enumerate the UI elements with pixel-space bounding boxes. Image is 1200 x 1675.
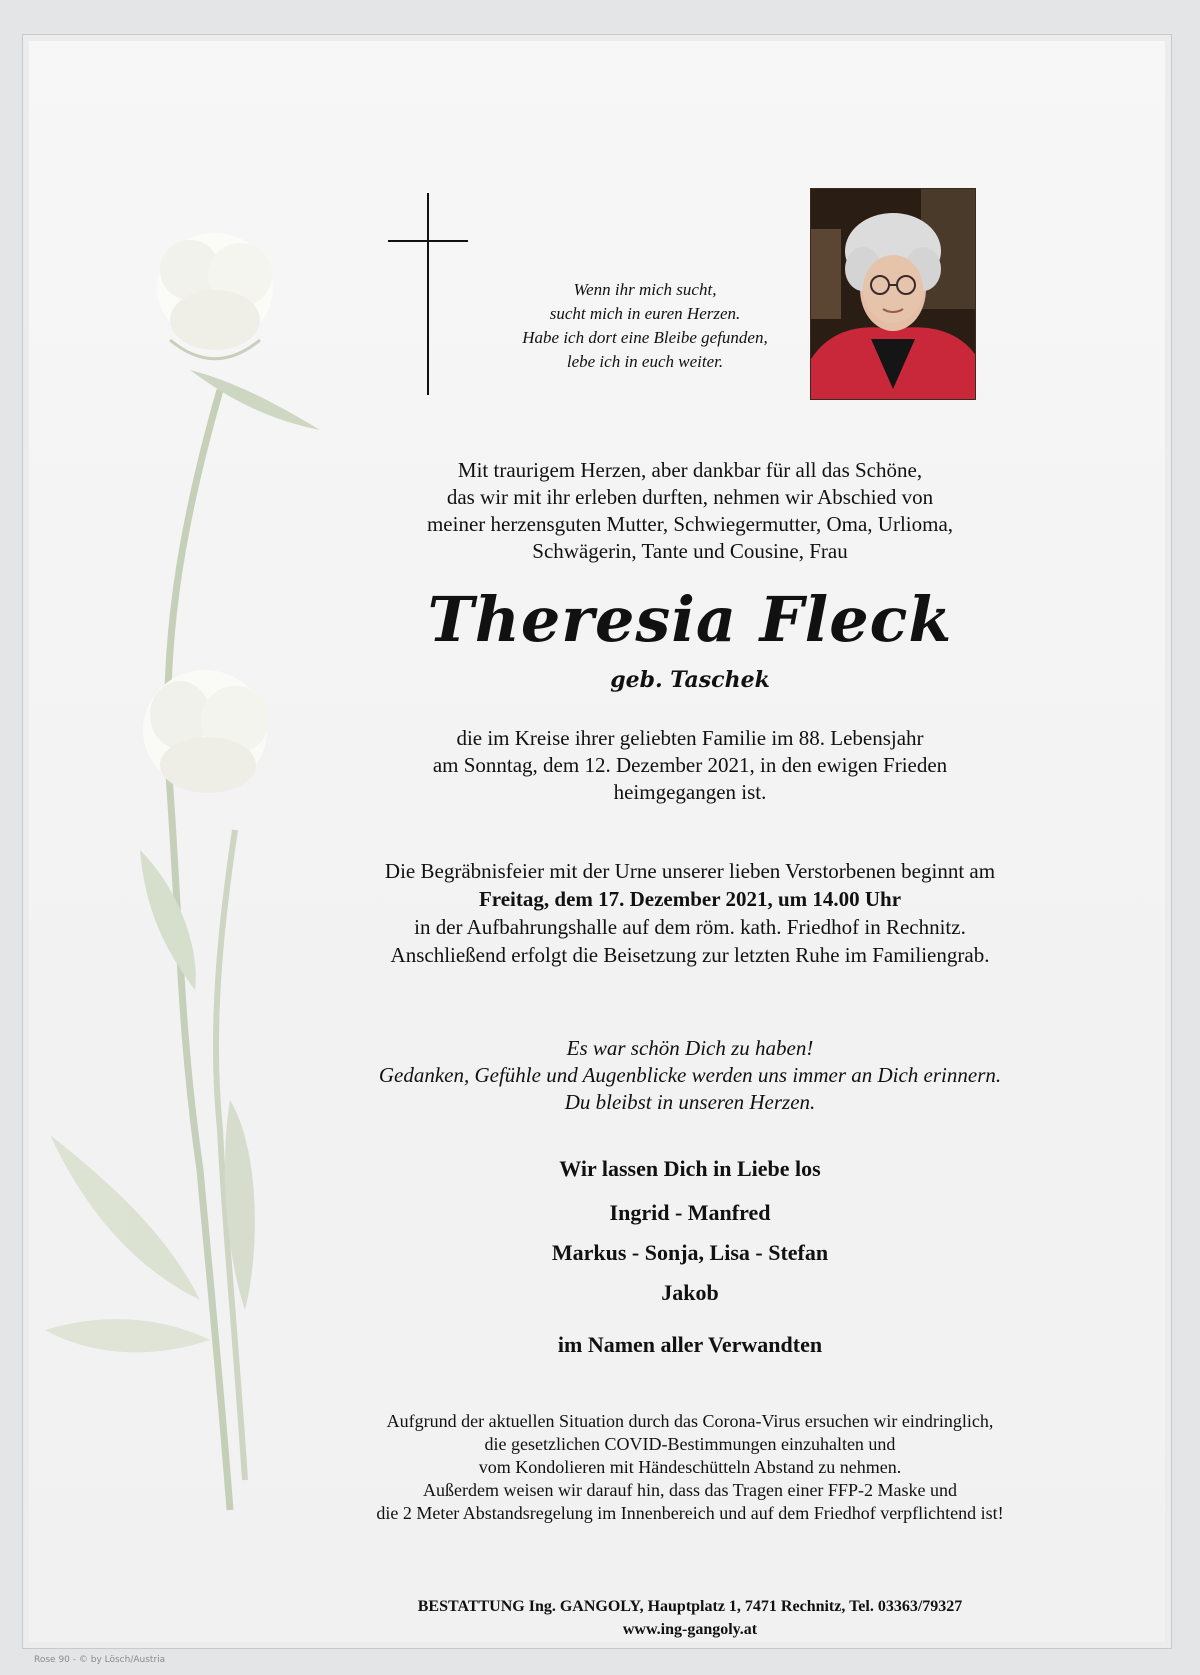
family-list [440, 1145, 940, 1369]
family-member: Jakob [661, 1280, 719, 1305]
poem-line: Gedanken, Gefühle und Augenblicke werden uns immer an Dich erinnern. [378, 1063, 1002, 1087]
funeral-details [300, 857, 1080, 969]
motto-line: Wenn ihr mich sucht, [573, 280, 717, 299]
intro-text [340, 457, 1040, 565]
funeral-home-address: BESTATTUNG Ing. GANGOLY, Hauptplatz 1, 7471 Rechnitz, Tel. 03363/79327 [417, 1598, 963, 1615]
family-member: Ingrid - Manfred [609, 1200, 771, 1225]
closing-poem [290, 1035, 1090, 1116]
family-closing: im Namen aller Verwandten [557, 1332, 823, 1357]
corona-line: die gesetzlichen COVID-Bestimmungen einzuhalten und [484, 1434, 896, 1454]
passing-text [340, 725, 1040, 806]
corona-line: Außerdem weisen wir darauf hin, dass das Tragen einer FFP-2 Maske und [423, 1480, 957, 1500]
funeral-home-website: www.ing-gangoly.at [622, 1621, 758, 1638]
funeral-line: Anschließend erfolgt die Beisetzung zur letzten Ruhe im Familiengrab. [390, 943, 990, 967]
deceased-name: Theresia Fleck [427, 583, 953, 656]
passing-line: heimgegangen ist. [613, 780, 767, 804]
motto-line: Habe ich dort eine Bleibe gefunden, [522, 328, 768, 347]
corona-line: die 2 Meter Abstandsregelung im Innenbereich und auf dem Friedhof verpflichtend ist! [376, 1503, 1004, 1523]
funeral-home-footer [340, 1595, 1040, 1641]
poem-line: Du bleibst in unseren Herzen. [564, 1090, 816, 1114]
intro-line: das wir mit ihr erleben durften, nehmen wir Abschied von [446, 485, 934, 509]
poem-line: Es war schön Dich zu haben! [566, 1036, 814, 1060]
funeral-line: in der Aufbahrungshalle auf dem röm. kath. Friedhof in Rechnitz. [414, 915, 966, 939]
intro-line: Mit traurigem Herzen, aber dankbar für all das Schöne, [457, 458, 923, 482]
memorial-motto [450, 278, 840, 374]
corona-line: Aufgrund der aktuellen Situation durch das Corona-Virus ersuchen wir eindringlich, [386, 1411, 994, 1431]
passing-line: am Sonntag, dem 12. Dezember 2021, in den ewigen Frieden [432, 753, 948, 777]
image-credit: Rose 90 - © by Lösch/Austria [34, 1655, 166, 1665]
funeral-date: Freitag, dem 17. Dezember 2021, um 14.00 Uhr [478, 887, 902, 911]
portrait-illustration [811, 189, 975, 399]
family-heading: Wir lassen Dich in Liebe los [559, 1156, 821, 1181]
corona-notice [290, 1410, 1090, 1525]
funeral-line: Die Begräbnisfeier mit der Urne unserer lieben Verstorbenen beginnt am [384, 859, 996, 883]
family-member: Markus - Sonja, Lisa - Stefan [551, 1240, 829, 1265]
intro-line: meiner herzensguten Mutter, Schwiegermutter, Oma, Urlioma, [426, 512, 954, 536]
motto-line: lebe ich in euch weiter. [566, 352, 724, 371]
motto-line: sucht mich in euren Herzen. [549, 304, 741, 323]
maiden-name: geb. Taschek [610, 667, 770, 693]
intro-line: Schwägerin, Tante und Cousine, Frau [532, 539, 848, 563]
passing-line: die im Kreise ihrer geliebten Familie im 88. Lebensjahr [456, 726, 924, 750]
corona-line: vom Kondolieren mit Händeschütteln Abstand zu nehmen. [478, 1457, 902, 1477]
portrait-photo [810, 188, 976, 400]
